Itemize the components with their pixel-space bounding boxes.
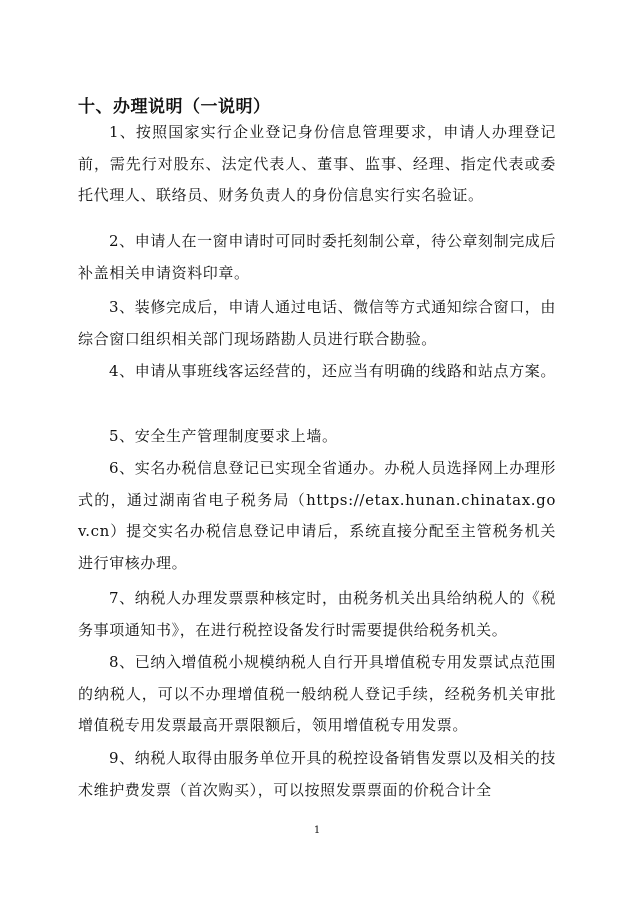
paragraph-9: 9、纳税人取得由服务单位开具的税控设备销售发票以及相关的技术维护费发票（首次购买），可以按照发票票面的价税合计全 xyxy=(78,749,556,799)
paragraph-5: 5、安全生产管理制度要求上墙。 xyxy=(109,427,338,445)
paragraph-8: 8、已纳入增值税小规模纳税人自行开具增值税专用发票试点范围的纳税人，可以不办理增值税一般纳税人登记手续，经税务机关审批增值税专用发票最高开票限额后，领用增值税专用发票。 xyxy=(78,653,556,734)
paragraph-2: 2、申请人在一窗申请时可同时委托刻制公章，待公章刻制完成后补盖相关申请资料印章。 xyxy=(78,232,556,282)
page-number: 1 xyxy=(313,825,321,836)
paragraph-4: 4、申请从事班线客运经营的，还应当有明确的线路和站点方案。 xyxy=(109,362,556,380)
paragraph-1: 1、按照国家实行企业登记身份信息管理要求，申请人办理登记前，需先行对股东、法定代表人、董事、监事、经理、指定代表或委托代理人、联络员、财务负责人的身份信息实行实名验证。 xyxy=(78,123,556,204)
section-heading: 十、办理说明（一说明） xyxy=(78,97,271,117)
paragraph-7: 7、纳税人办理发票票种核定时，由税务机关出具给纳税人的《税务事项通知书》，在进行税控设备发行时需要提供给税务机关。 xyxy=(78,589,556,639)
paragraph-3: 3、装修完成后，申请人通过电话、微信等方式通知综合窗口，由综合窗口组织相关部门现场踏勘人员进行联合勘验。 xyxy=(78,298,556,348)
paragraph-6: 6、实名办税信息登记已实现全省通办。办税人员选择网上办理形式的，通过湖南省电子税务局（https://etax.hunan.chinatax.gov.cn）提交实名办税信息登记申请后，系统直接分配至主管税务机关进行审核办理。 xyxy=(78,459,556,572)
